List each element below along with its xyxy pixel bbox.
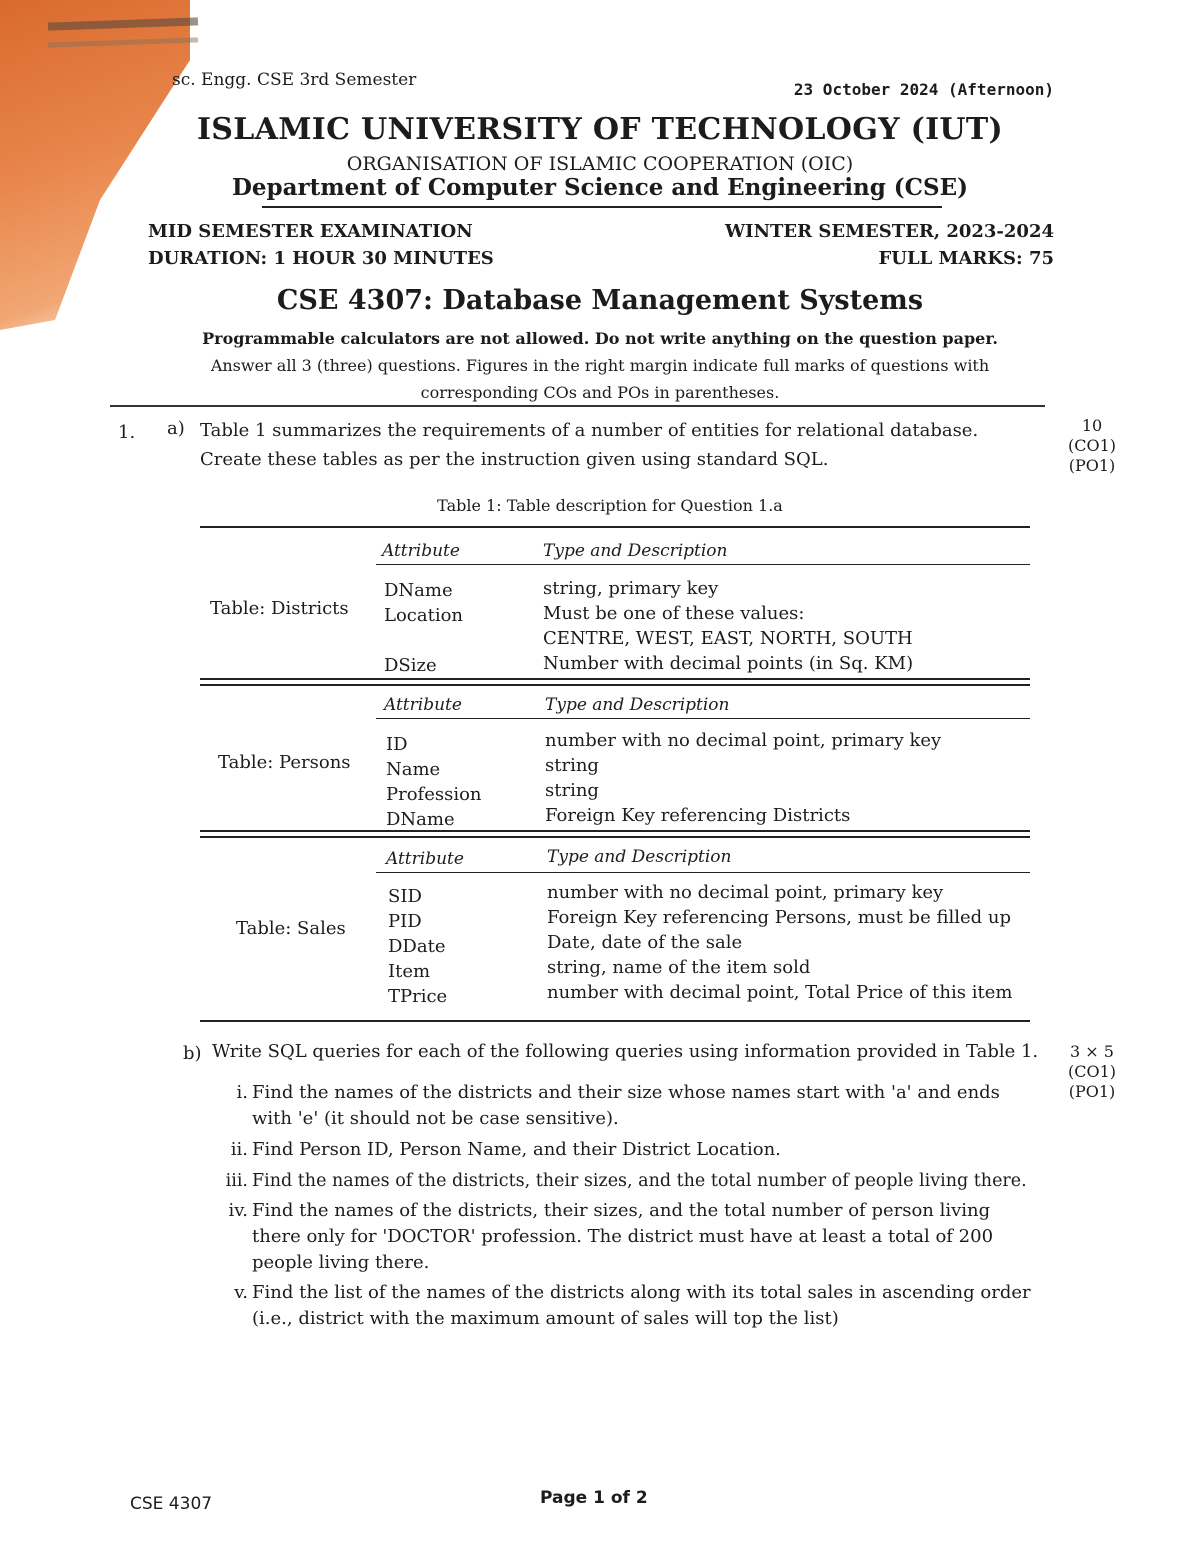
sub-question-text: Find the names of the districts, their sizes, and the total number of people living there. (252, 1171, 1027, 1191)
attribute: Profession (386, 784, 482, 805)
sub-question-number: i. (236, 1082, 248, 1103)
instruction-line-1: Programmable calculators are not allowed. Do not write anything on the question paper. (202, 329, 998, 348)
sales-types (547, 880, 1012, 1005)
marks-co: (CO1) (1067, 436, 1117, 455)
department-title: Department of Computer Science and Engineering (CSE) (231, 174, 969, 201)
sub-question-text: Find the list of the names of the districts along with its total sales in ascending order (i.e., district with the maximum amount of sales will top the list) (252, 1282, 1031, 1329)
attribute: DSize (384, 655, 437, 676)
attribute: Location (384, 605, 464, 626)
districts-attributes (384, 578, 463, 678)
part-a-marks (1062, 416, 1122, 476)
attribute-header: Attribute (384, 695, 462, 715)
divider (110, 405, 1045, 407)
question-number: 1. (118, 422, 136, 443)
type-desc: Date, date of the sale (547, 932, 743, 953)
type-desc: CENTRE, WEST, EAST, NORTH, SOUTH (543, 628, 913, 649)
table-rule (200, 836, 1030, 838)
instructions (120, 325, 1080, 406)
footer-page-number: Page 1 of 2 (540, 1488, 648, 1508)
sub-question (228, 1198, 1042, 1276)
type-desc: number with decimal point, Total Price of this item (547, 982, 1013, 1003)
part-a-label: a) (167, 418, 185, 439)
type-header: Type and Description (545, 695, 730, 715)
divider (262, 206, 942, 208)
marks-po: (PO1) (1068, 456, 1116, 475)
marks-value: 10 (1081, 416, 1103, 435)
persons-table-name: Table: Persons (218, 752, 351, 773)
organisation-title: ORGANISATION OF ISLAMIC COOPERATION (OIC) (346, 153, 854, 175)
type-desc: string (545, 755, 599, 776)
attribute: Name (386, 759, 441, 780)
exam-date: 23 October 2024 (Afternoon) (793, 80, 1054, 99)
instruction-line-3: corresponding COs and POs in parentheses. (420, 383, 780, 402)
sub-question-text: Find the names of the districts and their size whose names start with 'a' and ends with 'e' (it should not be case sensitive). (252, 1082, 1000, 1129)
type-desc: Foreign Key referencing Persons, must be filled up (547, 907, 1011, 928)
exam-full-marks: FULL MARKS: 75 (878, 248, 1054, 269)
sub-question (234, 1280, 1042, 1332)
attribute: ID (386, 734, 408, 755)
type-desc: string (545, 780, 599, 801)
attribute (384, 628, 463, 653)
attribute: SID (388, 886, 422, 907)
sub-question-number: iv. (228, 1200, 248, 1221)
type-desc: Foreign Key referencing Districts (545, 805, 851, 826)
table-rule (200, 678, 1030, 680)
table-rule (200, 1020, 1030, 1022)
course-title: CSE 4307: Database Management Systems (276, 285, 924, 316)
type-desc: number with no decimal point, primary key (545, 730, 942, 751)
type-desc: string, name of the item sold (547, 957, 811, 978)
part-b-label: b) (183, 1043, 202, 1064)
attribute-header: Attribute (386, 849, 464, 869)
exam-duration: DURATION: 1 HOUR 30 MINUTES (148, 248, 494, 269)
sub-question (230, 1137, 1042, 1163)
districts-table-name: Table: Districts (210, 598, 349, 619)
marks-value: 3 × 5 (1070, 1042, 1114, 1061)
type-desc: string, primary key (543, 578, 719, 599)
table-1 (200, 526, 1030, 1026)
footer-course-code: CSE 4307 (130, 1494, 213, 1514)
attribute: DName (384, 580, 453, 601)
part-b-text: Write SQL queries for each of the following queries using information provided in Table 1. (212, 1041, 1039, 1062)
attribute: DDate (388, 936, 446, 957)
persons-types (545, 728, 941, 828)
exam-info-right (725, 218, 1054, 272)
type-desc: number with no decimal point, primary key (547, 882, 944, 903)
table-rule (376, 872, 1030, 873)
part-a-text: Table 1 summarizes the requirements of a number of entities for relational database. Create these tables as per the instruction given using standard SQL. (200, 420, 979, 470)
sub-question (225, 1168, 1052, 1194)
sub-question-number: v. (234, 1282, 248, 1303)
table-rule (376, 564, 1030, 565)
sales-attributes (388, 884, 447, 1009)
program-label: sc. Engg. CSE 3rd Semester (172, 70, 417, 90)
type-desc: Number with decimal points (in Sq. KM) (543, 653, 914, 674)
attribute: PID (388, 911, 422, 932)
type-header: Type and Description (547, 847, 732, 867)
attribute: DName (386, 809, 455, 830)
sub-question-number: iii. (225, 1171, 248, 1191)
persons-attributes (386, 732, 482, 832)
exam-semester: WINTER SEMESTER, 2023-2024 (724, 221, 1054, 242)
table-caption: Table 1: Table description for Question 1.a (437, 496, 783, 515)
table-rule (200, 684, 1030, 686)
exam-info-left (148, 218, 494, 272)
attribute-header: Attribute (382, 541, 460, 561)
sub-question-text: Find Person ID, Person Name, and their District Location. (252, 1139, 781, 1160)
exam-type: MID SEMESTER EXAMINATION (148, 221, 473, 242)
table-rule (200, 830, 1030, 832)
type-header: Type and Description (543, 541, 728, 561)
university-title: ISLAMIC UNIVERSITY OF TECHNOLOGY (IUT) (196, 112, 1004, 147)
marks-po: (PO1) (1068, 1082, 1116, 1101)
marks-co: (CO1) (1067, 1062, 1117, 1081)
attribute: TPrice (388, 986, 448, 1007)
type-desc: Must be one of these values: (543, 603, 805, 624)
sub-question (236, 1080, 1042, 1132)
part-b-marks (1062, 1042, 1122, 1102)
instruction-line-2: Answer all 3 (three) questions. Figures in the right margin indicate full marks of questions with (210, 356, 990, 375)
sub-question-text: Find the names of the districts, their sizes, and the total number of person living there only for 'DOCTOR' profession. The district must have at least a total of 200 people living there. (252, 1200, 994, 1273)
table-rule (200, 526, 1030, 528)
attribute: Item (388, 961, 431, 982)
table-rule (376, 718, 1030, 719)
sales-table-name: Table: Sales (236, 918, 346, 939)
sub-question-number: ii. (230, 1139, 248, 1160)
districts-types (543, 576, 913, 676)
